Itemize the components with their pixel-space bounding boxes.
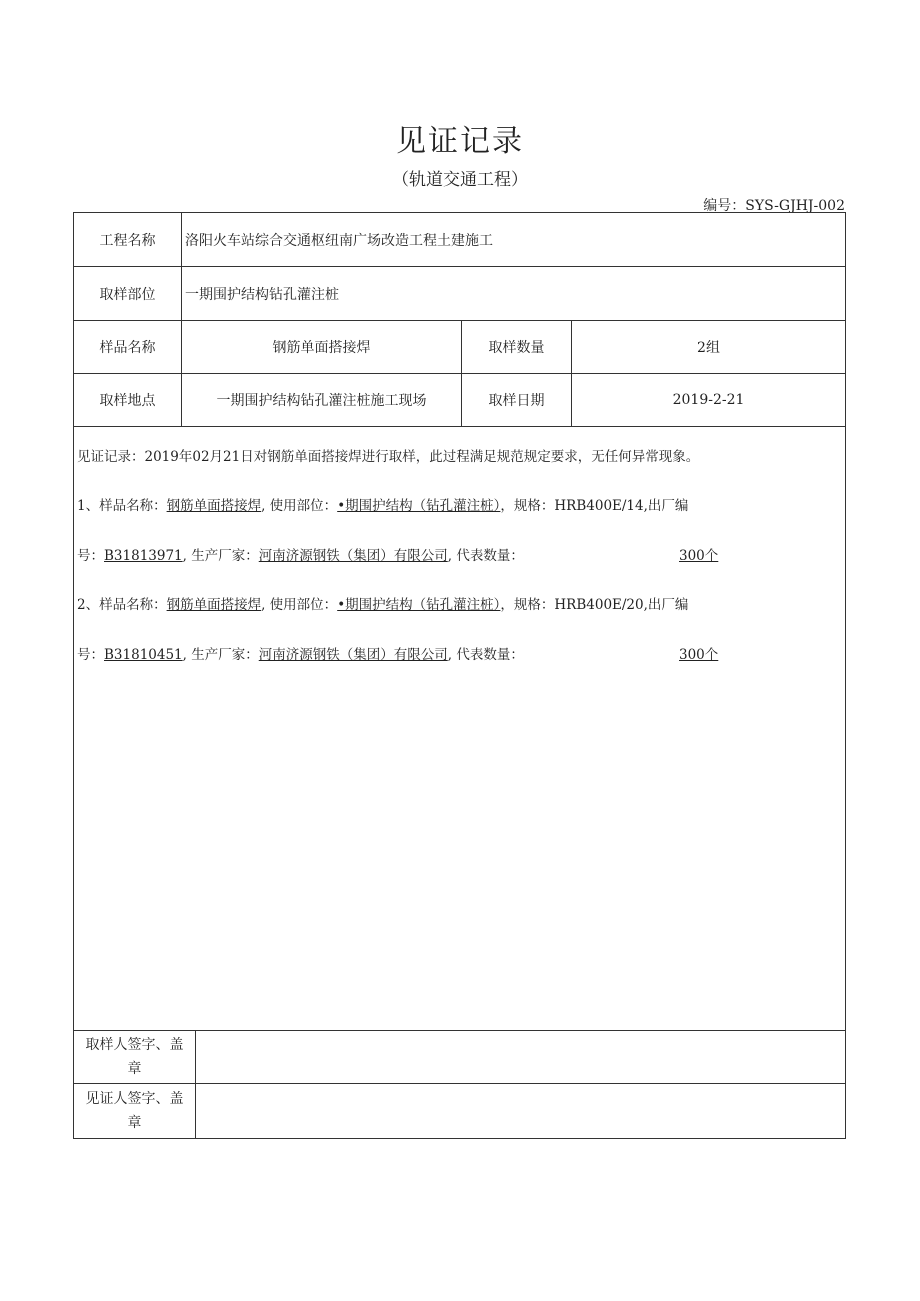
date-value: 2019-2-21	[571, 374, 845, 426]
record-item-1-line-1	[77, 494, 688, 514]
position-label: 取样部位	[99, 286, 156, 303]
document-code: 编号：SYS-GJHJ-002	[703, 198, 845, 214]
record-item-1-line-2	[77, 544, 524, 564]
item-serial-number: B31810451	[104, 647, 183, 663]
record-form	[73, 212, 846, 1139]
item-prefix: 2、样品名称：	[77, 597, 167, 613]
document-title: 见证记录	[396, 124, 524, 159]
sample-qty-label: 取样数量	[461, 321, 571, 373]
sampler-signature-row	[74, 1031, 845, 1084]
item-no-label: 号：	[77, 548, 104, 564]
sample-label: 样品名称	[99, 340, 156, 356]
item-sample-name: 钢筋单面搭接焊	[166, 597, 262, 613]
item-manufacturer: 河南济源钢铁（集团）有限公司	[258, 647, 448, 663]
sampler-signature-field[interactable]	[195, 1031, 845, 1083]
location-value: 一期围护结构钻孔灌注桩施工现场	[181, 374, 461, 426]
location-label: 取样地点	[99, 393, 156, 409]
record-item-2-line-1	[77, 593, 688, 613]
witness-signature-label: 见证人签字、盖章	[85, 1091, 184, 1131]
item-maker-label: , 生产厂家：	[182, 647, 259, 663]
project-label: 工程名称	[99, 232, 156, 249]
item-manufacturer: 河南济源钢铁（集团）有限公司	[258, 548, 448, 564]
witness-record-section	[74, 427, 845, 1031]
sample-value: 钢筋单面搭接焊	[181, 321, 461, 373]
item-use-label: , 使用部位：	[261, 597, 338, 613]
item-no-label: 号：	[77, 647, 104, 663]
record-item-2-line-2	[77, 643, 524, 663]
date-label: 取样日期	[461, 374, 571, 426]
location-row	[74, 374, 845, 427]
item-qty-label: , 代表数量：	[447, 647, 524, 663]
item-1-quantity: 300个	[679, 548, 719, 564]
item-sample-name: 钢筋单面搭接焊	[166, 498, 262, 514]
witness-signature-row	[74, 1084, 845, 1138]
record-intro: 见证记录：2019年02月21日对钢筋单面搭接焊进行取样，此过程满足规范规定要求，无任何异常现象。	[77, 449, 700, 465]
project-value: 洛阳火车站综合交通枢纽南广场改造工程土建施工	[181, 213, 845, 266]
item-prefix: 1、样品名称：	[77, 498, 167, 514]
item-use-location: •期围护结构（钻孔灌注桩）	[337, 597, 501, 613]
position-row	[74, 267, 845, 321]
item-use-label: , 使用部位：	[261, 498, 338, 514]
position-value: 一期围护结构钻孔灌注桩	[181, 267, 845, 320]
item-serial-number: B31813971	[104, 548, 183, 564]
item-maker-label: , 生产厂家：	[182, 548, 259, 564]
item-use-location: •期围护结构（钻孔灌注桩）	[337, 498, 501, 514]
project-row	[74, 213, 845, 267]
item-spec: ，规格：HRB400E/14,出厂编	[500, 498, 689, 514]
item-qty-label: , 代表数量：	[447, 548, 524, 564]
witness-signature-field[interactable]	[195, 1084, 845, 1138]
sample-row	[74, 321, 845, 374]
item-spec: ，规格：HRB400E/20,出厂编	[500, 597, 689, 613]
sample-qty-value: 2组	[571, 321, 845, 373]
sampler-signature-label: 取样人签字、盖章	[85, 1037, 184, 1077]
item-2-quantity: 300个	[679, 647, 719, 663]
document-subtitle: （轨道交通工程）	[392, 170, 528, 190]
